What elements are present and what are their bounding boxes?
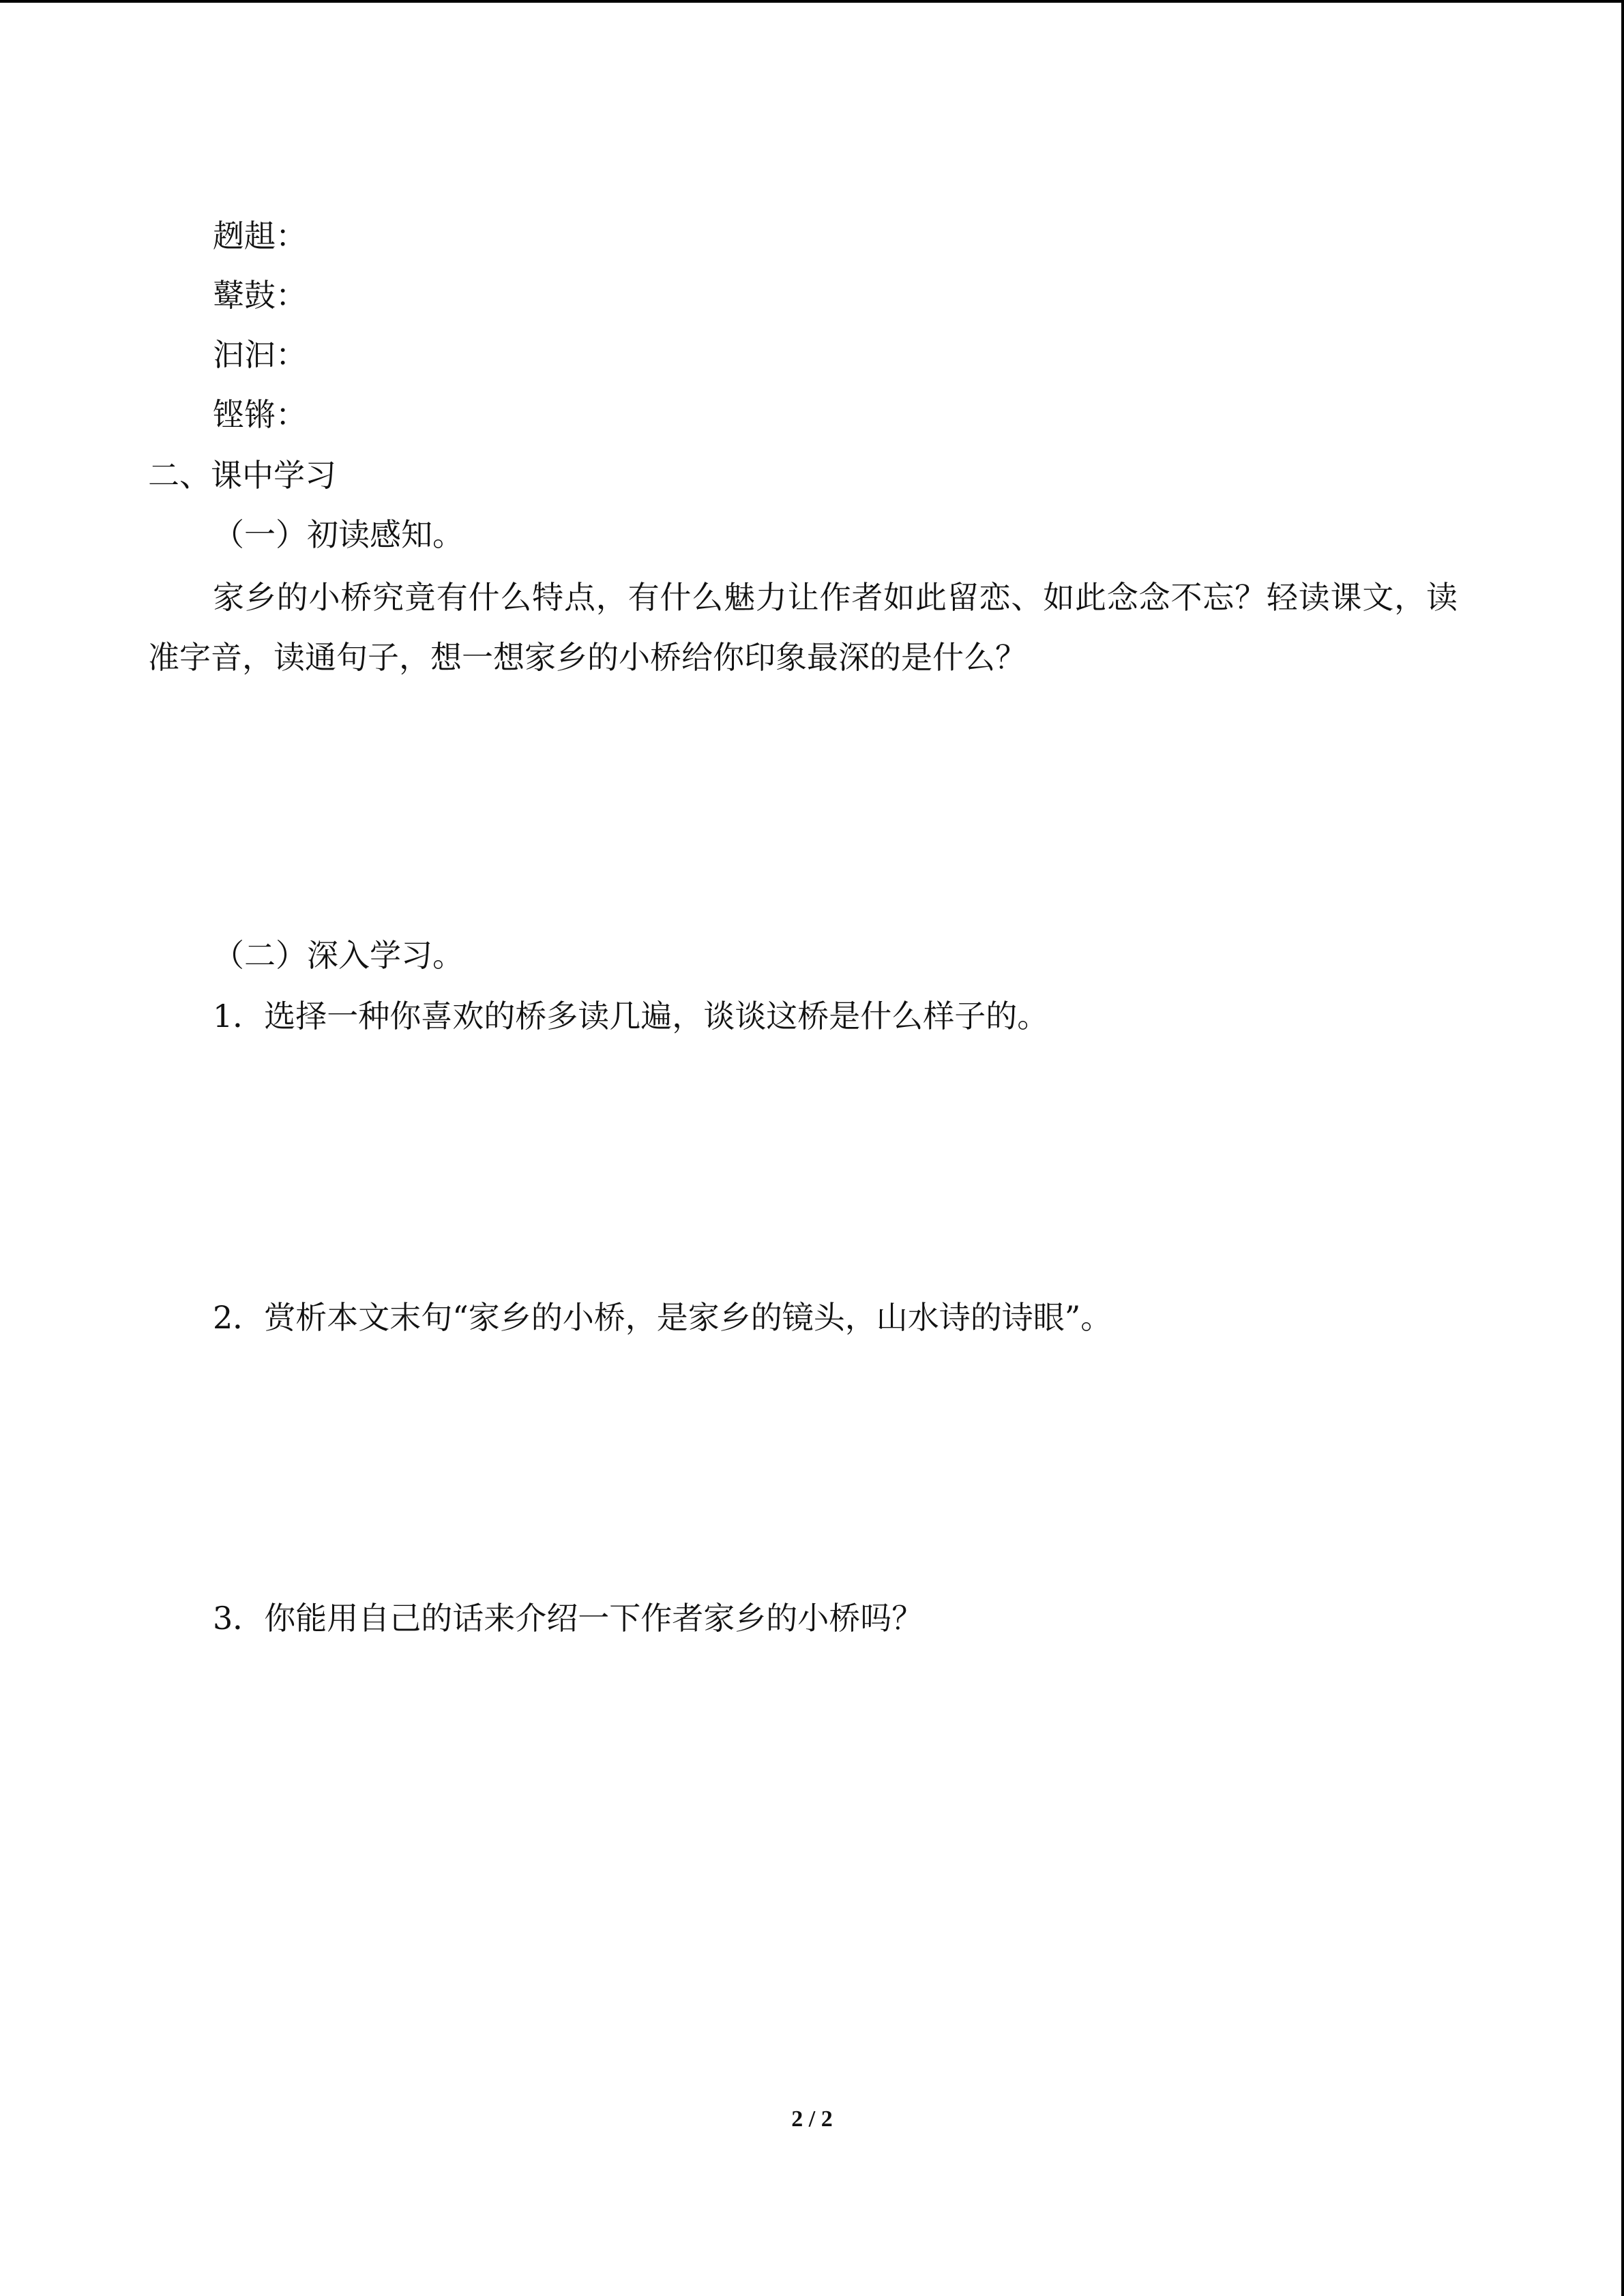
page-number: 2 / 2: [791, 2106, 833, 2132]
question-2: 2．赏析本文末句“家乡的小桥，是家乡的镜头，山水诗的诗眼”。: [213, 1299, 1112, 1336]
vocab-item-3: 汩汩：: [213, 336, 307, 373]
vocab-item-4: 铿锵：: [213, 396, 307, 433]
page-top-border: [0, 0, 1624, 3]
vocab-item-1: 趔趄：: [213, 218, 307, 254]
intro-paragraph: 家乡的小桥究竟有什么特点，有什么魅力让作者如此留恋、如此念念不忘？轻读课文，读准字音，读通句子，想一想家乡的小桥给你印象最深的是什么？: [148, 579, 1458, 676]
question-1: 1．选择一种你喜欢的桥多读几遍，谈谈这桥是什么样子的。: [213, 998, 1049, 1034]
page-right-border: [1621, 0, 1624, 2296]
section-heading: 二、课中学习: [148, 457, 336, 494]
vocab-item-2: 鼙鼓：: [213, 277, 307, 314]
subsection-heading-2: （二）深入学习。: [213, 937, 464, 974]
subsection-heading-1: （一）初读感知。: [213, 516, 464, 553]
question-3: 3．你能用自己的话来介绍一下作者家乡的小桥吗？: [213, 1600, 924, 1637]
